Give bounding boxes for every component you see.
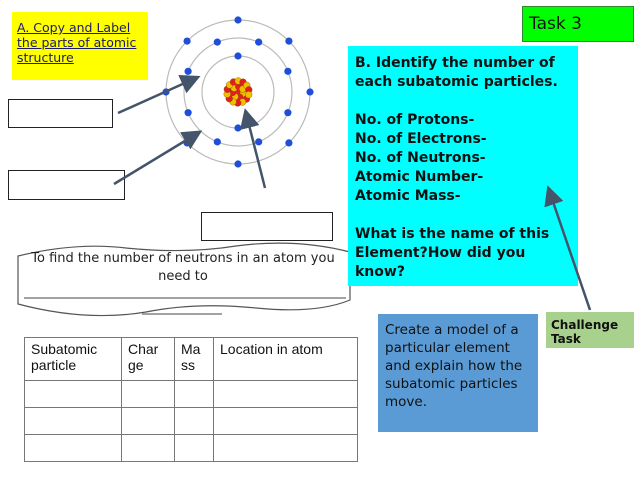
table-row [25, 381, 358, 408]
electron [214, 39, 221, 46]
electron [183, 37, 190, 44]
task-b-heading: B. Identify the number of each subatomic particles. [355, 55, 558, 90]
nucleus [224, 78, 252, 107]
table-cell[interactable] [25, 435, 122, 462]
task-b-item: Atomic Number- [355, 169, 484, 185]
atom-diagram-icon [160, 14, 320, 174]
table-cell[interactable] [214, 408, 358, 435]
table-cell[interactable] [25, 408, 122, 435]
table-cell[interactable] [25, 381, 122, 408]
label-box-1[interactable] [8, 99, 113, 128]
task-b-box [348, 46, 578, 286]
task-a-instruction: A. Copy and Label the parts of atomic structure [12, 12, 148, 80]
challenge-task-label: Challenge Task [546, 312, 634, 348]
table-row [25, 408, 358, 435]
electron [185, 68, 192, 75]
table-cell[interactable] [175, 381, 214, 408]
neutron-prompt: To find the number of neutrons in an atom you need to [31, 251, 335, 284]
table-cell[interactable] [122, 435, 175, 462]
task-b-item: No. of Protons- [355, 112, 475, 128]
electron [255, 138, 262, 145]
task-3-label: Task 3 [522, 6, 634, 42]
task-b-question: What is the name of this Element?How did you know? [355, 226, 550, 280]
electron [234, 124, 241, 131]
table-cell[interactable] [175, 408, 214, 435]
electron [284, 109, 291, 116]
label-box-2[interactable] [8, 170, 125, 200]
electron [284, 68, 291, 75]
label-box-3[interactable] [201, 212, 333, 241]
task-b-item: No. of Neutrons- [355, 150, 486, 166]
electron [285, 139, 292, 146]
subatomic-table [24, 337, 358, 462]
table-header: Location in atom [214, 338, 358, 381]
table-header: Char ge [122, 338, 175, 381]
table-row [25, 435, 358, 462]
table-header: Ma ss [175, 338, 214, 381]
electron [183, 139, 190, 146]
electron [255, 39, 262, 46]
task-b-item: Atomic Mass- [355, 188, 461, 204]
table-cell[interactable] [214, 435, 358, 462]
model-task-box: Create a model of a particular element and explain how the subatomic particles move. [378, 314, 538, 432]
electron [285, 37, 292, 44]
electron [234, 160, 241, 167]
table-header: Subatomic particle [25, 338, 122, 381]
table-cell[interactable] [214, 381, 358, 408]
electron [214, 138, 221, 145]
electron [162, 88, 169, 95]
table-cell[interactable] [122, 381, 175, 408]
electron [234, 16, 241, 23]
electron [306, 88, 313, 95]
table-cell[interactable] [175, 435, 214, 462]
task-b-item: No. of Electrons- [355, 131, 487, 147]
table-cell[interactable] [122, 408, 175, 435]
electron [185, 109, 192, 116]
neutron [245, 91, 252, 98]
electron [234, 52, 241, 59]
table-header-row [25, 338, 358, 381]
